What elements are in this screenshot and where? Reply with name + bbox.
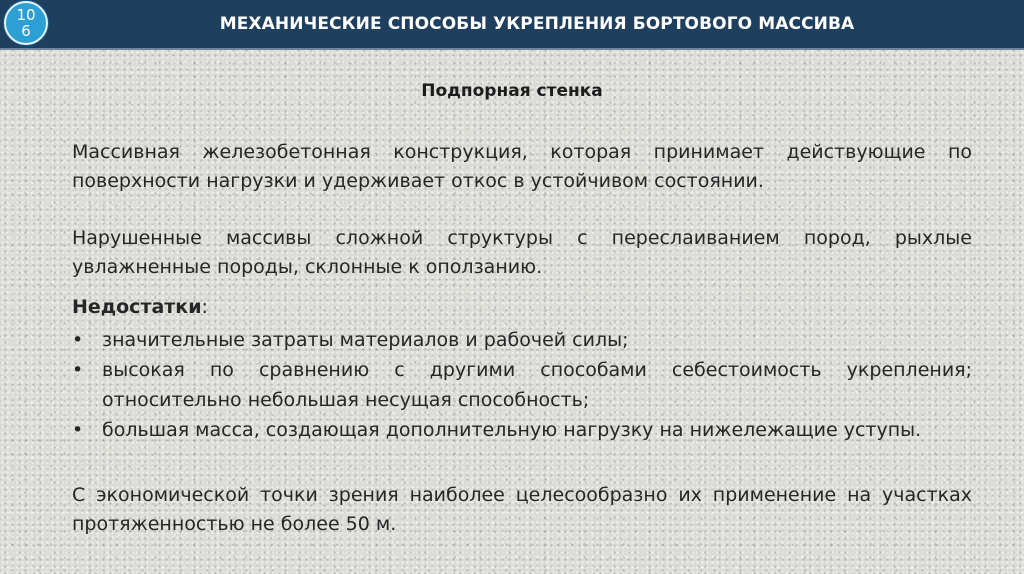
disadvantages-heading-colon: :	[201, 296, 208, 318]
slide-number-line-2: 6	[21, 22, 31, 40]
conclusion-paragraph: С экономической точки зрения наиболее целесообразно их применение на участках протяженностью не более 50 м.	[72, 484, 972, 535]
list-item	[72, 355, 972, 415]
section-subtitle: Подпорная стенка	[421, 81, 603, 101]
disadvantages-heading	[72, 296, 208, 318]
disadvantages-heading-label: Недостатки	[72, 296, 202, 318]
list-item	[72, 415, 972, 445]
list-item-text: значительные затраты материалов и рабочей силы;	[102, 329, 629, 351]
definition-paragraph: Массивная железобетонная конструкция, которая принимает действующие по поверхности нагрузки и удерживает откос в устойчивом состоянии.	[72, 141, 972, 192]
title-bar	[0, 0, 1024, 50]
application-paragraph: Нарушенные массивы сложной структуры с переслаиванием пород, рыхлые увлажненные породы, склонные к оползанию.	[72, 227, 972, 278]
list-item	[72, 325, 972, 355]
bullet-icon: •	[72, 329, 84, 351]
slide-number-badge	[4, 1, 48, 45]
list-item-text: большая масса, создающая дополнительную нагрузку на нижележащие уступы.	[102, 419, 922, 441]
disadvantages-list	[72, 325, 972, 445]
slide-number-line-1: 10	[16, 6, 36, 24]
bullet-icon: •	[72, 359, 84, 381]
slide-title: МЕХАНИЧЕСКИЕ СПОСОБЫ УКРЕПЛЕНИЯ БОРТОВОГО МАССИВА	[219, 14, 855, 34]
list-item-text: высокая по сравнению с другими способами себестоимость укрепления; относительно небольшая несущая способность;	[102, 359, 972, 411]
bullet-icon: •	[72, 419, 84, 441]
